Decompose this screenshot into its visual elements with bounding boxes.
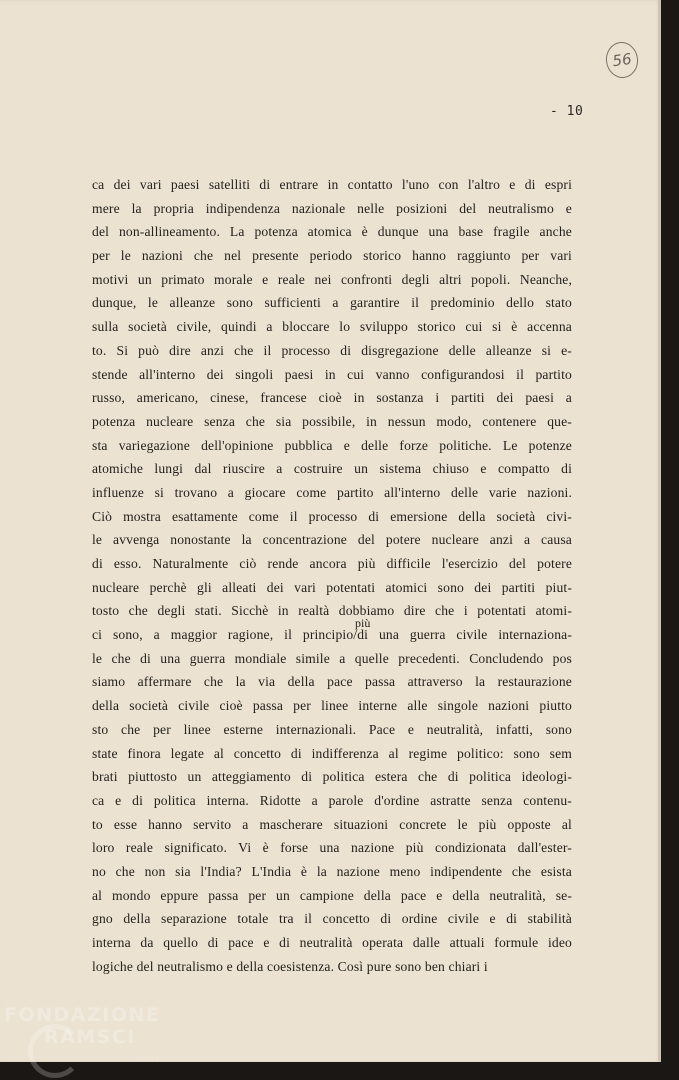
- text-line: russo, americano, cinese, francese cioè in sostanza i partiti dei paesi a: [92, 390, 572, 406]
- text-line: atomiche lungi dal riuscire a costruire un sistema chiuso e compatto di: [92, 461, 572, 477]
- text-line: gno della separazione totale tra il concetto di ordine civile e di stabilità: [92, 911, 572, 927]
- text-line: siamo affermare che la via della pace passa attraverso la restaurazione: [92, 674, 572, 690]
- text-line: le che di una guerra mondiale simile a quelle precedenti. Concludendo pos: [92, 650, 572, 666]
- text-line: di esso. Naturalmente ciò rende ancora più difficile l'esercizio del potere: [92, 556, 572, 571]
- text-line: no che non sia l'India? L'India è la nazione meno indipendente che esista: [92, 863, 572, 879]
- gramsci-logo-icon: [28, 1024, 82, 1078]
- text-line: Ciò mostra esattamente come il processo di emersione della società civi-: [92, 508, 572, 524]
- text-line: to esse hanno servito a mascherare situazioni concrete le più opposte al: [92, 816, 572, 832]
- text-line: dunque, le alleanze sono sufficienti a garantire il predominio dello stato: [92, 295, 572, 311]
- typewritten-body: [92, 173, 572, 978]
- text-line: sto che per linee esterne internazionali. Pace e neutralità, infatti, sono: [92, 721, 572, 737]
- text-line: ca dei vari paesi satelliti di entrare in contatto l'uno con l'altro e di espri: [92, 177, 572, 192]
- paper-edge: [658, 0, 661, 1062]
- text-line: tosto che degli stati. Sicchè in realtà dobbiamo dire che i potentati atomi-: [92, 603, 572, 619]
- text-line: motivi un primato morale e reale nei confronti degli altri popoli. Neanche,: [92, 271, 572, 287]
- text-line: del non-allineamento. La potenza atomica è dunque una base fragile anche: [92, 224, 572, 240]
- watermark-line-2: RAMSCI: [44, 1026, 136, 1048]
- text-line: sta variegazione dell'opinione pubblica e delle forze politiche. Le potenze: [92, 437, 572, 453]
- text-line: sulla società civile, quindi a bloccare lo sviluppo storico cui si è accenna: [92, 319, 572, 335]
- text-line: logiche del neutralismo e della coesistenza. Così pure sono ben chiari i: [92, 958, 488, 974]
- text-line: nucleare perchè gli alleati dei vari potentati atomici sono dei partiti piut-: [92, 579, 572, 595]
- archive-number-stamp: 56: [604, 40, 641, 80]
- handwritten-insertion: più: [355, 616, 371, 630]
- text-line: stende all'interno dei singoli paesi in cui vanno configurandosi il partito: [92, 366, 572, 382]
- text-line: influenze si trovano a giocare come partito all'interno delle varie nazioni.: [92, 484, 572, 500]
- text-line: per le nazioni che nel presente periodo storico hanno raggiunto per vari: [92, 248, 572, 264]
- text-line: brati piuttosto un atteggiamento di politica estera che di politica ideologi-: [92, 769, 572, 785]
- text-line: potenza nucleare senza che sia possibile, in nessun modo, contenere que-: [92, 413, 572, 429]
- text-line: ca e di politica interna. Ridotte a parole d'ordine astratte senza contenu-: [92, 792, 572, 808]
- watermark-line-1: FONDAZIONE: [4, 1004, 161, 1026]
- fondazione-gramsci-watermark: [4, 1004, 174, 1074]
- text-line: mere la propria indipendenza nazionale nelle posizioni del neutralismo e: [92, 200, 572, 216]
- text-line: to. Si può dire anzi che il processo di disgregazione delle alleanze si e-: [92, 342, 572, 358]
- watermark-small-text: onlus: [136, 1054, 160, 1063]
- text-line: loro reale significato. Vi è forse una nazione più condizionata dall'ester-: [92, 840, 572, 856]
- text-line: le avvenga nonostante la concentrazione del potere nucleare anzi a causa: [92, 532, 572, 548]
- text-line: ci sono, a maggior ragione, il principio/di una guerra civile internaziona-: [92, 627, 572, 643]
- text-line: state finora legate al concetto di indifferenza al regime politico: sono sem: [92, 745, 572, 761]
- text-line: al mondo eppure passa per un campione della pace e della neutralità, se-: [92, 887, 572, 903]
- text-line: della società civile cioè passa per linee interne alle singole nazioni piutto: [92, 698, 572, 714]
- text-line: interna da quello di pace e di neutralità operata dalle attuali formule ideo: [92, 935, 572, 950]
- page-number: - 10: [550, 104, 584, 119]
